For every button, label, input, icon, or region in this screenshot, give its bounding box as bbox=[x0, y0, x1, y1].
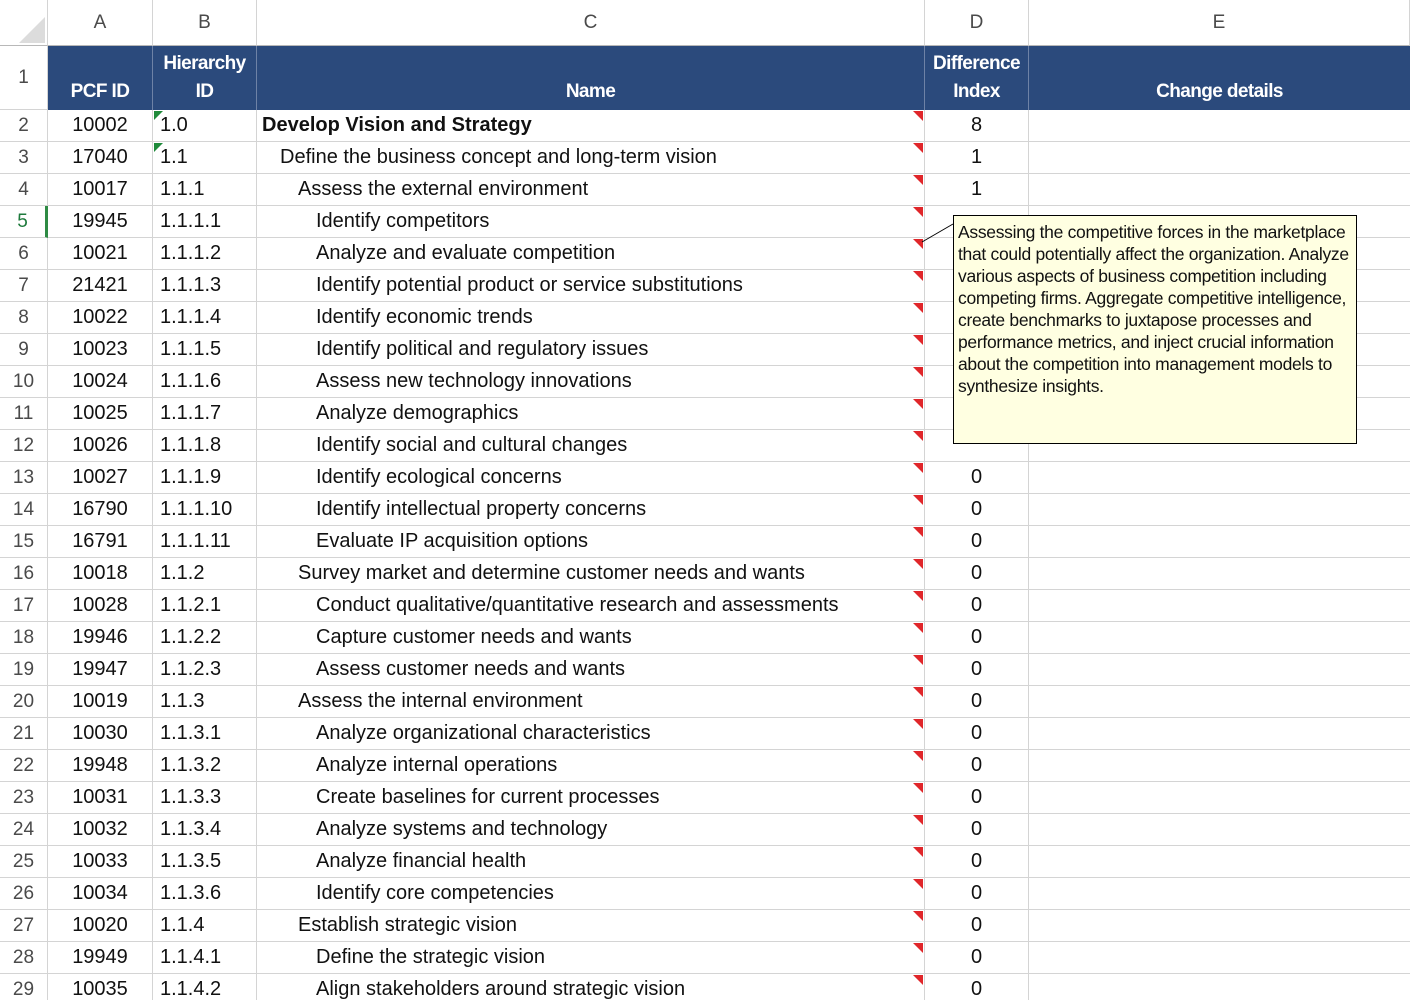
row-header-9[interactable]: 9 bbox=[0, 334, 48, 366]
cell-hierarchy-id[interactable] bbox=[153, 206, 257, 238]
cell-pcf-id[interactable]: 16791 bbox=[48, 526, 153, 558]
cell-name-text: Identify political and regulatory issues bbox=[316, 338, 649, 360]
cell-hierarchy-id-text: 1.1.1.8 bbox=[160, 434, 222, 456]
table-row bbox=[48, 814, 1410, 846]
cell-change-details[interactable] bbox=[1029, 142, 1410, 174]
cell-pcf-id[interactable]: 17040 bbox=[48, 142, 153, 174]
cell-name[interactable] bbox=[257, 270, 925, 302]
row-header-4[interactable]: 4 bbox=[0, 174, 48, 206]
cell-hierarchy-id-text: 1.1.3.6 bbox=[160, 882, 222, 904]
cell-hierarchy-id[interactable] bbox=[153, 494, 257, 526]
table-row bbox=[48, 110, 1410, 142]
cell-hierarchy-id-text: 1.1.2.1 bbox=[160, 594, 222, 616]
cell-hierarchy-id-text: 1.1.2 bbox=[160, 562, 205, 584]
cell-difference-index[interactable]: 0 bbox=[925, 782, 1029, 814]
cell-name[interactable] bbox=[257, 142, 925, 174]
comment-indicator-icon[interactable] bbox=[913, 559, 923, 569]
row-header-1[interactable]: 1 bbox=[0, 46, 48, 110]
table-row bbox=[48, 590, 1410, 622]
cell-name[interactable] bbox=[257, 974, 925, 1000]
cell-name-text: Develop Vision and Strategy bbox=[262, 114, 532, 136]
cell-hierarchy-id[interactable] bbox=[153, 430, 257, 462]
column-header-bar bbox=[0, 0, 1410, 46]
cell-pcf-id[interactable]: 16790 bbox=[48, 494, 153, 526]
column-header-c[interactable]: C bbox=[257, 0, 925, 46]
cell-change-details[interactable] bbox=[1029, 910, 1410, 942]
cell-name[interactable] bbox=[257, 750, 925, 782]
cell-hierarchy-id[interactable] bbox=[153, 302, 257, 334]
cell-hierarchy-id-text: 1.1.3.1 bbox=[160, 722, 222, 744]
comment-indicator-icon[interactable] bbox=[913, 367, 923, 377]
row-header-28[interactable]: 28 bbox=[0, 942, 48, 974]
cell-name[interactable] bbox=[257, 494, 925, 526]
header-change-details-label: Change details bbox=[1156, 81, 1283, 102]
cell-hierarchy-id-text: 1.1.1.1 bbox=[160, 210, 222, 232]
cell-hierarchy-id[interactable] bbox=[153, 910, 257, 942]
cell-name-text: Align stakeholders around strategic vision bbox=[316, 978, 686, 1000]
cell-change-details[interactable] bbox=[1029, 526, 1410, 558]
cell-hierarchy-id-text: 1.1.1.5 bbox=[160, 338, 222, 360]
cell-hierarchy-id[interactable] bbox=[153, 270, 257, 302]
row-header-11[interactable]: 11 bbox=[0, 398, 48, 430]
cell-change-details[interactable] bbox=[1029, 942, 1410, 974]
cell-pcf-id[interactable]: 10020 bbox=[48, 910, 153, 942]
cell-name-text: Assess customer needs and wants bbox=[316, 658, 626, 680]
row-header-12[interactable]: 12 bbox=[0, 430, 48, 462]
row-header-14[interactable]: 14 bbox=[0, 494, 48, 526]
row-header-5[interactable]: 5 bbox=[0, 206, 48, 238]
header-change-details[interactable] bbox=[1029, 46, 1410, 110]
cell-name-text: Define the business concept and long-term vision bbox=[280, 146, 717, 168]
cell-name-text: Identify social and cultural changes bbox=[316, 434, 628, 456]
cell-name-text: Assess new technology innovations bbox=[316, 370, 632, 392]
cell-name[interactable] bbox=[257, 526, 925, 558]
cell-hierarchy-id[interactable] bbox=[153, 462, 257, 494]
cell-pcf-id[interactable]: 19946 bbox=[48, 622, 153, 654]
cell-difference-index[interactable]: 0 bbox=[925, 878, 1029, 910]
header-pcf-id[interactable] bbox=[48, 46, 153, 110]
table-row bbox=[48, 622, 1410, 654]
cell-name[interactable] bbox=[257, 462, 925, 494]
comment-indicator-icon[interactable] bbox=[913, 207, 923, 217]
row-header-6[interactable]: 6 bbox=[0, 238, 48, 270]
cell-change-details[interactable] bbox=[1029, 590, 1410, 622]
cell-hierarchy-id-text: 1.1.1.9 bbox=[160, 466, 222, 488]
cell-change-details[interactable] bbox=[1029, 654, 1410, 686]
cell-hierarchy-id-text: 1.1.4.1 bbox=[160, 946, 222, 968]
table-row bbox=[48, 846, 1410, 878]
cell-hierarchy-id[interactable] bbox=[153, 174, 257, 206]
cell-pcf-id[interactable]: 10018 bbox=[48, 558, 153, 590]
cell-hierarchy-id[interactable] bbox=[153, 814, 257, 846]
cell-difference-index[interactable]: 0 bbox=[925, 718, 1029, 750]
cell-hierarchy-id-text: 1.1.1.10 bbox=[160, 498, 233, 520]
cell-pcf-id[interactable]: 10027 bbox=[48, 462, 153, 494]
cell-hierarchy-id-text: 1.1.1.4 bbox=[160, 306, 222, 328]
table-row bbox=[48, 526, 1410, 558]
cell-name-text: Identify intellectual property concerns bbox=[316, 498, 647, 520]
comment-indicator-icon[interactable] bbox=[913, 719, 923, 729]
header-pcf-id-label: PCF ID bbox=[70, 81, 130, 102]
cell-difference-index[interactable]: 0 bbox=[925, 846, 1029, 878]
comment-indicator-icon[interactable] bbox=[913, 943, 923, 953]
cell-difference-index[interactable]: 0 bbox=[925, 526, 1029, 558]
cell-pcf-id[interactable]: 10035 bbox=[48, 974, 153, 1000]
cell-hierarchy-id[interactable] bbox=[153, 846, 257, 878]
cell-hierarchy-id[interactable] bbox=[153, 526, 257, 558]
comment-indicator-icon[interactable] bbox=[913, 687, 923, 697]
comment-indicator-icon[interactable] bbox=[913, 239, 923, 249]
header-hierarchy-id-line1: Hierarchy bbox=[163, 53, 246, 74]
comment-indicator-icon[interactable] bbox=[913, 175, 923, 185]
row-header-27[interactable]: 27 bbox=[0, 910, 48, 942]
cell-hierarchy-id[interactable] bbox=[153, 878, 257, 910]
cell-pcf-id[interactable]: 10034 bbox=[48, 878, 153, 910]
cell-hierarchy-id-text: 1.1.4 bbox=[160, 914, 205, 936]
cell-hierarchy-id-text: 1.1.3.5 bbox=[160, 850, 222, 872]
cell-change-details[interactable] bbox=[1029, 974, 1410, 1000]
header-name-label: Name bbox=[565, 81, 616, 102]
cell-name[interactable] bbox=[257, 622, 925, 654]
comment-indicator-icon[interactable] bbox=[913, 623, 923, 633]
cell-hierarchy-id-text: 1.1.1 bbox=[160, 178, 205, 200]
cell-name[interactable] bbox=[257, 398, 925, 430]
cell-pcf-id[interactable]: 10030 bbox=[48, 718, 153, 750]
cell-pcf-id[interactable]: 19945 bbox=[48, 206, 153, 238]
cell-hierarchy-id[interactable] bbox=[153, 590, 257, 622]
cell-name-text: Analyze internal operations bbox=[316, 754, 558, 776]
cell-name-text: Define the strategic vision bbox=[316, 946, 546, 968]
cell-difference-index[interactable]: 0 bbox=[925, 622, 1029, 654]
cell-name[interactable] bbox=[257, 430, 925, 462]
cell-difference-index[interactable]: 0 bbox=[925, 494, 1029, 526]
comment-indicator-icon[interactable] bbox=[913, 463, 923, 473]
cell-difference-index[interactable]: 0 bbox=[925, 814, 1029, 846]
row-header-26[interactable]: 26 bbox=[0, 878, 48, 910]
cell-change-details[interactable] bbox=[1029, 814, 1410, 846]
cell-pcf-id[interactable]: 10023 bbox=[48, 334, 153, 366]
comment-indicator-icon[interactable] bbox=[913, 495, 923, 505]
cell-name[interactable] bbox=[257, 878, 925, 910]
cell-name[interactable] bbox=[257, 366, 925, 398]
cell-pcf-id[interactable]: 10026 bbox=[48, 430, 153, 462]
cell-name[interactable] bbox=[257, 302, 925, 334]
cell-name-text: Analyze organizational characteristics bbox=[316, 722, 651, 744]
comment-indicator-icon[interactable] bbox=[913, 815, 923, 825]
table-row bbox=[48, 750, 1410, 782]
cell-change-details[interactable] bbox=[1029, 622, 1410, 654]
cell-hierarchy-id[interactable] bbox=[153, 398, 257, 430]
cell-hierarchy-id-text: 1.1.1.2 bbox=[160, 242, 222, 264]
row-header-29[interactable]: 29 bbox=[0, 974, 48, 1000]
cell-name-text: Identify competitors bbox=[316, 210, 490, 232]
cell-pcf-id[interactable]: 10031 bbox=[48, 782, 153, 814]
comment-indicator-icon[interactable] bbox=[913, 975, 923, 985]
comment-indicator-icon[interactable] bbox=[913, 655, 923, 665]
cell-hierarchy-id-text: 1.1.3.4 bbox=[160, 818, 222, 840]
cell-change-details[interactable] bbox=[1029, 494, 1410, 526]
header-hierarchy-id[interactable] bbox=[153, 46, 257, 110]
cell-change-details[interactable] bbox=[1029, 782, 1410, 814]
row-header-19[interactable]: 19 bbox=[0, 654, 48, 686]
comment-indicator-icon[interactable] bbox=[913, 271, 923, 281]
cell-name[interactable] bbox=[257, 238, 925, 270]
cell-pcf-id[interactable]: 19948 bbox=[48, 750, 153, 782]
cell-difference-index[interactable]: 1 bbox=[925, 142, 1029, 174]
error-indicator-icon[interactable] bbox=[154, 143, 163, 152]
error-indicator-icon[interactable] bbox=[154, 111, 163, 120]
comment-indicator-icon[interactable] bbox=[913, 143, 923, 153]
cell-pcf-id[interactable]: 10017 bbox=[48, 174, 153, 206]
header-name[interactable] bbox=[257, 46, 925, 110]
cell-pcf-id[interactable]: 10022 bbox=[48, 302, 153, 334]
column-header-d[interactable]: D bbox=[925, 0, 1029, 46]
row-header-23[interactable]: 23 bbox=[0, 782, 48, 814]
comment-indicator-icon[interactable] bbox=[913, 303, 923, 313]
cell-name-text: Conduct qualitative/quantitative research and assessments bbox=[316, 594, 839, 616]
table-row bbox=[48, 910, 1410, 942]
cell-pcf-id[interactable]: 10019 bbox=[48, 686, 153, 718]
row-header-8[interactable]: 8 bbox=[0, 302, 48, 334]
header-difference-index[interactable] bbox=[925, 46, 1029, 110]
table-row bbox=[48, 718, 1410, 750]
cell-pcf-id[interactable]: 10021 bbox=[48, 238, 153, 270]
cell-name[interactable] bbox=[257, 846, 925, 878]
comment-indicator-icon[interactable] bbox=[913, 751, 923, 761]
table-row bbox=[48, 462, 1410, 494]
table-row bbox=[48, 494, 1410, 526]
cell-pcf-id[interactable]: 19949 bbox=[48, 942, 153, 974]
header-difference-index-line2: Index bbox=[953, 81, 1000, 102]
cell-comment-popup[interactable]: Assessing the competitive forces in the marketplace that could potentially affect the organization. Analyze various aspects of business competition including competing firms. Aggregate competitive intelligence, create benchmarks to juxtapose processes and performance metrics, and inject crucial information about the competition into management models to synthesize insights. bbox=[953, 215, 1357, 444]
cell-hierarchy-id-text: 1.1.1.11 bbox=[160, 530, 231, 552]
cell-difference-index[interactable]: 0 bbox=[925, 910, 1029, 942]
cell-hierarchy-id-text: 1.1.4.2 bbox=[160, 978, 222, 1000]
cell-hierarchy-id[interactable] bbox=[153, 782, 257, 814]
cell-hierarchy-id[interactable] bbox=[153, 238, 257, 270]
cell-name-text: Identify core competencies bbox=[316, 882, 554, 904]
column-header-a[interactable]: A bbox=[48, 0, 153, 46]
cell-difference-index[interactable]: 0 bbox=[925, 654, 1029, 686]
table-row bbox=[48, 654, 1410, 686]
cell-difference-index[interactable]: 0 bbox=[925, 590, 1029, 622]
cell-name[interactable] bbox=[257, 334, 925, 366]
cell-pcf-id[interactable]: 10002 bbox=[48, 110, 153, 142]
table-row bbox=[48, 878, 1410, 910]
comment-indicator-icon[interactable] bbox=[913, 879, 923, 889]
cell-name[interactable] bbox=[257, 718, 925, 750]
row-header-17[interactable]: 17 bbox=[0, 590, 48, 622]
cell-hierarchy-id-text: 1.1.2.2 bbox=[160, 626, 222, 648]
table-row bbox=[48, 942, 1410, 974]
cell-hierarchy-id[interactable] bbox=[153, 750, 257, 782]
cell-change-details[interactable] bbox=[1029, 174, 1410, 206]
cell-name-text: Capture customer needs and wants bbox=[316, 626, 632, 648]
cell-hierarchy-id-text: 1.0 bbox=[160, 114, 188, 136]
cell-hierarchy-id[interactable] bbox=[153, 558, 257, 590]
cell-change-details[interactable] bbox=[1029, 750, 1410, 782]
cell-name[interactable] bbox=[257, 782, 925, 814]
cell-pcf-id[interactable]: 10032 bbox=[48, 814, 153, 846]
row-header-21[interactable]: 21 bbox=[0, 718, 48, 750]
select-all-button[interactable] bbox=[0, 0, 48, 46]
cell-name[interactable] bbox=[257, 910, 925, 942]
cell-hierarchy-id[interactable] bbox=[153, 622, 257, 654]
comment-indicator-icon[interactable] bbox=[913, 591, 923, 601]
comment-indicator-icon[interactable] bbox=[913, 399, 923, 409]
cell-name-text: Assess the external environment bbox=[298, 178, 589, 200]
cell-name-text: Analyze financial health bbox=[316, 850, 527, 872]
cell-hierarchy-id[interactable] bbox=[153, 334, 257, 366]
cell-name-text: Establish strategic vision bbox=[298, 914, 517, 936]
cell-hierarchy-id-text: 1.1.3.2 bbox=[160, 754, 222, 776]
cell-name[interactable] bbox=[257, 686, 925, 718]
cell-pcf-id[interactable]: 10033 bbox=[48, 846, 153, 878]
cell-name[interactable] bbox=[257, 814, 925, 846]
cell-difference-index[interactable]: 0 bbox=[925, 750, 1029, 782]
cell-name[interactable] bbox=[257, 174, 925, 206]
cell-difference-index[interactable]: 0 bbox=[925, 974, 1029, 1000]
comment-indicator-icon[interactable] bbox=[913, 335, 923, 345]
comment-indicator-icon[interactable] bbox=[913, 431, 923, 441]
cell-hierarchy-id[interactable] bbox=[153, 942, 257, 974]
row-header-7[interactable]: 7 bbox=[0, 270, 48, 302]
cell-hierarchy-id-text: 1.1.2.3 bbox=[160, 658, 222, 680]
cell-change-details[interactable] bbox=[1029, 846, 1410, 878]
cell-name-text: Analyze demographics bbox=[316, 402, 519, 424]
cell-difference-index[interactable]: 0 bbox=[925, 942, 1029, 974]
cell-name-text: Analyze and evaluate competition bbox=[316, 242, 616, 264]
header-hierarchy-id-line2: ID bbox=[195, 81, 214, 102]
cell-name-text: Survey market and determine customer needs and wants bbox=[298, 562, 805, 584]
cell-name[interactable] bbox=[257, 942, 925, 974]
cell-name-text: Identify economic trends bbox=[316, 306, 533, 328]
comment-indicator-icon[interactable] bbox=[913, 783, 923, 793]
cell-difference-index[interactable]: 0 bbox=[925, 462, 1029, 494]
row-header-22[interactable]: 22 bbox=[0, 750, 48, 782]
cell-name[interactable] bbox=[257, 110, 925, 142]
select-all-triangle-icon bbox=[19, 17, 45, 43]
column-header-e[interactable]: E bbox=[1029, 0, 1410, 46]
cell-hierarchy-id[interactable] bbox=[153, 654, 257, 686]
table-row bbox=[48, 782, 1410, 814]
row-header-25[interactable]: 25 bbox=[0, 846, 48, 878]
comment-indicator-icon[interactable] bbox=[913, 847, 923, 857]
cell-name[interactable] bbox=[257, 206, 925, 238]
cell-name-text: Create baselines for current processes bbox=[316, 786, 660, 808]
row-header-18[interactable]: 18 bbox=[0, 622, 48, 654]
cell-hierarchy-id[interactable] bbox=[153, 974, 257, 1000]
cell-hierarchy-id-text: 1.1.1.6 bbox=[160, 370, 222, 392]
cell-difference-index[interactable]: 8 bbox=[925, 110, 1029, 142]
cell-hierarchy-id[interactable] bbox=[153, 686, 257, 718]
cell-pcf-id[interactable]: 10024 bbox=[48, 366, 153, 398]
cell-pcf-id[interactable]: 19947 bbox=[48, 654, 153, 686]
row-header-13[interactable]: 13 bbox=[0, 462, 48, 494]
row-header-15[interactable]: 15 bbox=[0, 526, 48, 558]
cell-name-text: Analyze systems and technology bbox=[316, 818, 608, 840]
cell-change-details[interactable] bbox=[1029, 718, 1410, 750]
cell-hierarchy-id-text: 1.1.3 bbox=[160, 690, 205, 712]
table-row bbox=[48, 174, 1410, 206]
row-header-24[interactable]: 24 bbox=[0, 814, 48, 846]
cell-name[interactable] bbox=[257, 590, 925, 622]
cell-pcf-id[interactable]: 10028 bbox=[48, 590, 153, 622]
cell-hierarchy-id[interactable] bbox=[153, 366, 257, 398]
cell-hierarchy-id-text: 1.1.1.7 bbox=[160, 402, 222, 424]
cell-difference-index[interactable]: 0 bbox=[925, 558, 1029, 590]
cell-change-details[interactable] bbox=[1029, 462, 1410, 494]
cell-name[interactable] bbox=[257, 558, 925, 590]
cell-pcf-id[interactable]: 21421 bbox=[48, 270, 153, 302]
cell-hierarchy-id[interactable] bbox=[153, 110, 257, 142]
table-row bbox=[48, 558, 1410, 590]
cell-name-text: Identify potential product or service substitutions bbox=[316, 274, 743, 296]
cell-change-details[interactable] bbox=[1029, 558, 1410, 590]
comment-indicator-icon[interactable] bbox=[913, 911, 923, 921]
header-difference-index-line1: Difference bbox=[933, 53, 1020, 74]
cell-hierarchy-id-text: 1.1.1.3 bbox=[160, 274, 222, 296]
comment-indicator-icon[interactable] bbox=[913, 111, 923, 121]
cell-change-details[interactable] bbox=[1029, 878, 1410, 910]
table-row bbox=[48, 142, 1410, 174]
cell-difference-index[interactable]: 1 bbox=[925, 174, 1029, 206]
cell-change-details[interactable] bbox=[1029, 110, 1410, 142]
table-row bbox=[48, 974, 1410, 1000]
cell-hierarchy-id[interactable] bbox=[153, 718, 257, 750]
cell-name[interactable] bbox=[257, 654, 925, 686]
cell-name-text: Evaluate IP acquisition options bbox=[316, 530, 589, 552]
cell-difference-index[interactable]: 0 bbox=[925, 686, 1029, 718]
row-header-10[interactable]: 10 bbox=[0, 366, 48, 398]
cell-name-text: Identify ecological concerns bbox=[316, 466, 562, 488]
column-header-b[interactable]: B bbox=[153, 0, 257, 46]
row-header-3[interactable]: 3 bbox=[0, 142, 48, 174]
row-header-16[interactable]: 16 bbox=[0, 558, 48, 590]
cell-name-text: Assess the internal environment bbox=[298, 690, 583, 712]
cell-pcf-id[interactable]: 10025 bbox=[48, 398, 153, 430]
table-row bbox=[48, 686, 1410, 718]
cell-hierarchy-id-text: 1.1 bbox=[160, 146, 188, 168]
cell-hierarchy-id[interactable] bbox=[153, 142, 257, 174]
row-header-20[interactable]: 20 bbox=[0, 686, 48, 718]
cell-hierarchy-id-text: 1.1.3.3 bbox=[160, 786, 222, 808]
cell-change-details[interactable] bbox=[1029, 686, 1410, 718]
row-header-2[interactable]: 2 bbox=[0, 110, 48, 142]
comment-indicator-icon[interactable] bbox=[913, 527, 923, 537]
